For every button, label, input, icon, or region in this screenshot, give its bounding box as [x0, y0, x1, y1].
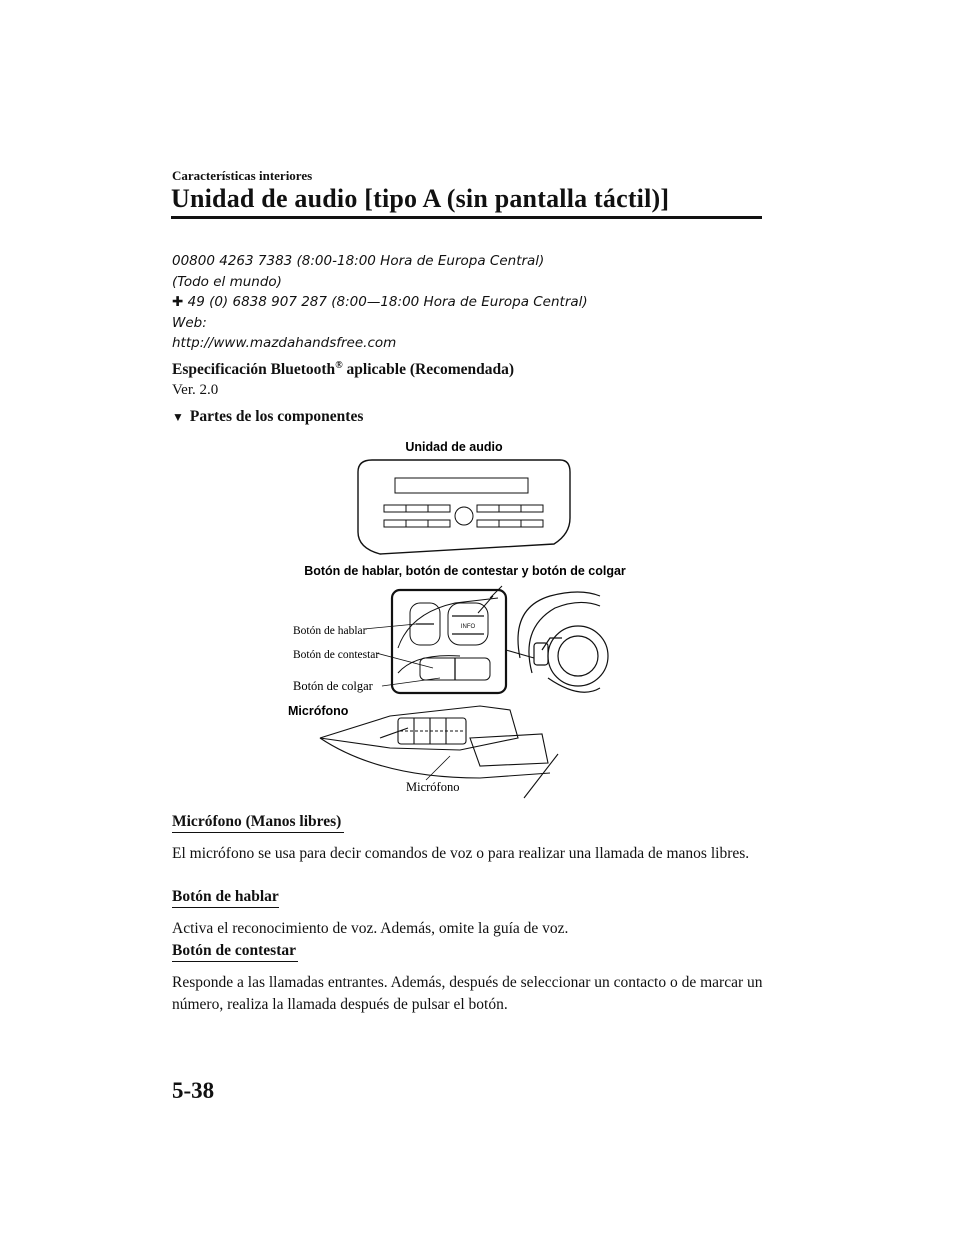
term-underline [172, 961, 298, 962]
contact-web-label: Web: [172, 314, 207, 331]
components-figure [280, 438, 680, 800]
steering-switch-drawing [392, 586, 506, 693]
term-underline [172, 832, 344, 833]
triangle-down-icon: ▼ [172, 410, 184, 424]
microphone-callout: Micrófono [406, 780, 460, 794]
term-title-microphone: Micrófono (Manos libres) [172, 813, 342, 830]
steering-buttons-label: Botón de hablar, botón de contestar y botón de colgar [304, 564, 626, 578]
microphone-label: Micrófono [288, 704, 349, 718]
term-underline [172, 907, 279, 908]
plus-icon: ✚ [172, 294, 184, 310]
bluetooth-spec-heading: Especificación Bluetooth® aplicable (Recomendada) [172, 360, 515, 379]
term-text-talk-button: Activa el reconocimiento de voz. Además, omite la guía de voz. [172, 920, 569, 937]
title-divider [171, 216, 762, 219]
term-text-microphone: El micrófono se usa para decir comandos de voz o para realizar una llamada de manos libres. [172, 845, 750, 862]
term-title-answer-button: Botón de contestar [172, 942, 296, 959]
answer-button-callout: Botón de contestar [293, 649, 380, 661]
components-illustration [280, 438, 680, 800]
steering-wheel-drawing [506, 592, 608, 692]
term-text-answer-button: Responde a las llamadas entrantes. Además, después de seleccionar un contacto o de marcar un número, realiza la llamada después de pulsar el botón. [172, 974, 763, 1013]
contact-phone-world [172, 292, 732, 313]
audio-unit-drawing [358, 460, 570, 554]
audio-unit-label: Unidad de audio [405, 440, 503, 454]
bluetooth-version: Ver. 2.0 [172, 382, 219, 398]
hangup-button-callout: Botón de colgar [293, 679, 373, 693]
page-title: Unidad de audio [tipo A (sin pantalla táctil)] [171, 184, 670, 213]
contact-phone-world-number: 49 (0) 6838 907 287 (8:00—18:00 Hora de Europa Central) [187, 294, 588, 310]
talk-button-callout: Botón de hablar [293, 625, 367, 637]
contact-phone-europe: 00800 4263 7383 (8:00-18:00 Hora de Europa Central) [172, 253, 545, 269]
contact-web-url: http://www.mazdahandsfree.com [172, 335, 397, 351]
section-label: Características interiores [172, 168, 313, 183]
components-heading: ▼ Partes de los componentes [172, 408, 364, 425]
page-number: 5-38 [172, 1078, 215, 1103]
contact-region: (Todo el mundo) [172, 273, 282, 290]
info-button-text: INFO [460, 624, 476, 630]
term-title-talk-button: Botón de hablar [172, 888, 279, 905]
